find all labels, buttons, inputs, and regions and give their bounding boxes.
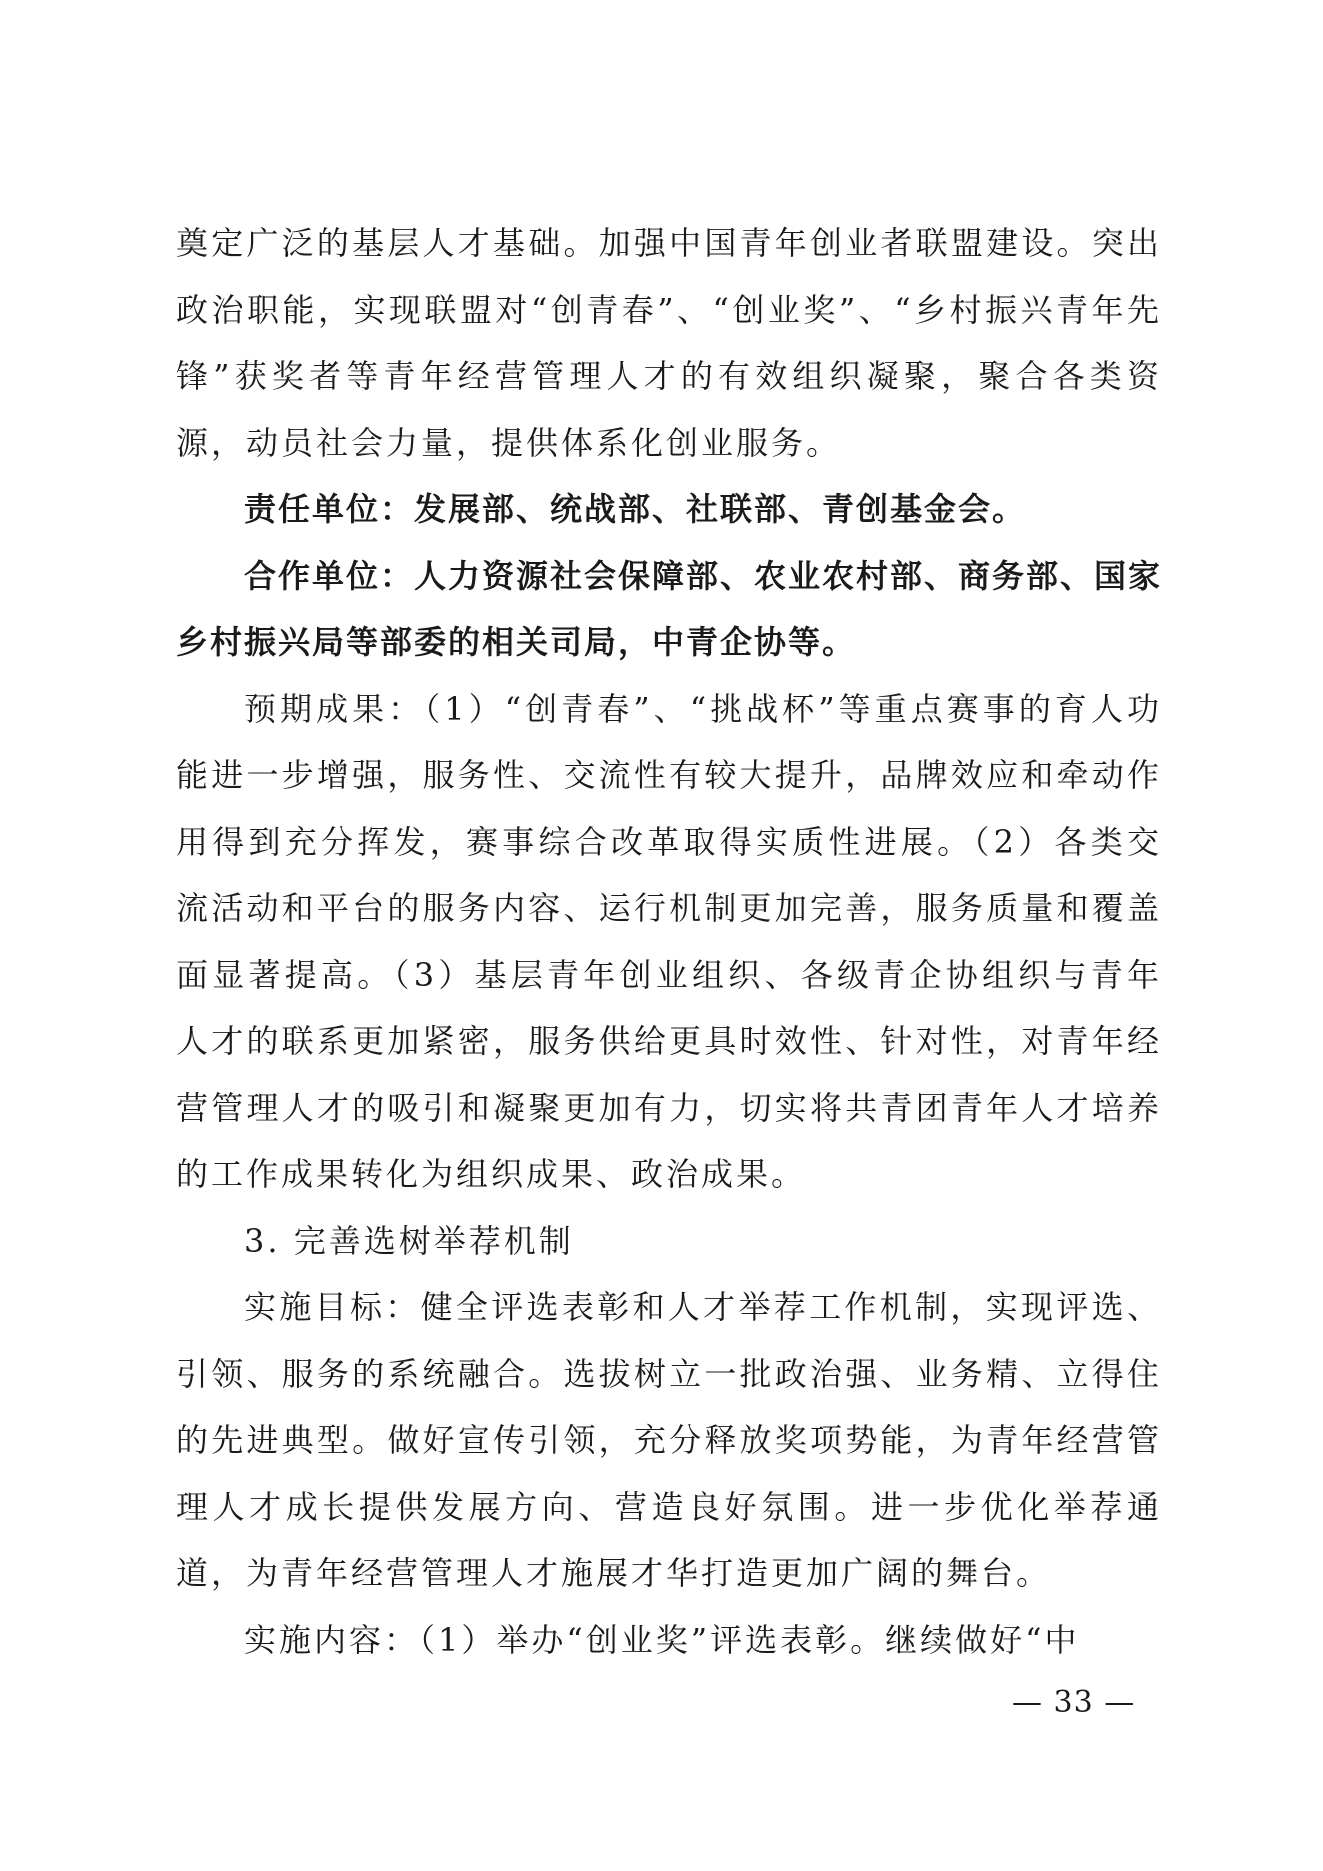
implementation-goal: 实施目标：健全评选表彰和人才举荐工作机制，实现评选、引领、服务的系统融合。选拔树立一批政治强、业务精、立得住的先进典型。做好宣传引领，充分释放奖项势能，为青年经营管理人才成长提供发展方向、营造良好氛围。进一步优化举荐通道，为青年经营管理人才施展才华打造更加广阔的舞台。 xyxy=(176,1288,1162,1592)
document-body xyxy=(176,210,1162,1673)
expected-results: 预期成果：（1）“创青春”、“挑战杯”等重点赛事的育人功能进一步增强，服务性、交流性有较大提升，品牌效应和牵动作用得到充分挥发，赛事综合改革取得实质性进展。（2）各类交流活动和平台的服务内容、运行机制更加完善，服务质量和覆盖面显著提高。（3）基层青年创业组织、各级青企协组织与青年人才的联系更加紧密，服务供给更具时效性、针对性，对青年经营管理人才的吸引和凝聚更加有力，切实将共青团青年人才培养的工作成果转化为组织成果、政治成果。 xyxy=(176,689,1162,1193)
page-number: — 33 — xyxy=(1012,1685,1136,1720)
responsible-units: 责任单位：发展部、统战部、社联部、青创基金会。 xyxy=(244,490,1027,528)
cooperating-units: 合作单位：人力资源社会保障部、农业农村部、商务部、国家乡村振兴局等部委的相关司局，中青企协等。 xyxy=(176,556,1163,661)
paragraph-1: 奠定广泛的基层人才基础。加强中国青年创业者联盟建设。突出政治职能，实现联盟对“创青春”、“创业奖”、“乡村振兴青年先锋”获奖者等青年经营管理人才的有效组织凝聚，聚合各类资源，动员社会力量，提供体系化创业服务。 xyxy=(176,224,1162,462)
implementation-content: 实施内容：（1）举办“创业奖”评选表彰。继续做好“中 xyxy=(244,1620,1080,1659)
section-heading: 3. 完善选树举荐机制 xyxy=(244,1221,574,1260)
